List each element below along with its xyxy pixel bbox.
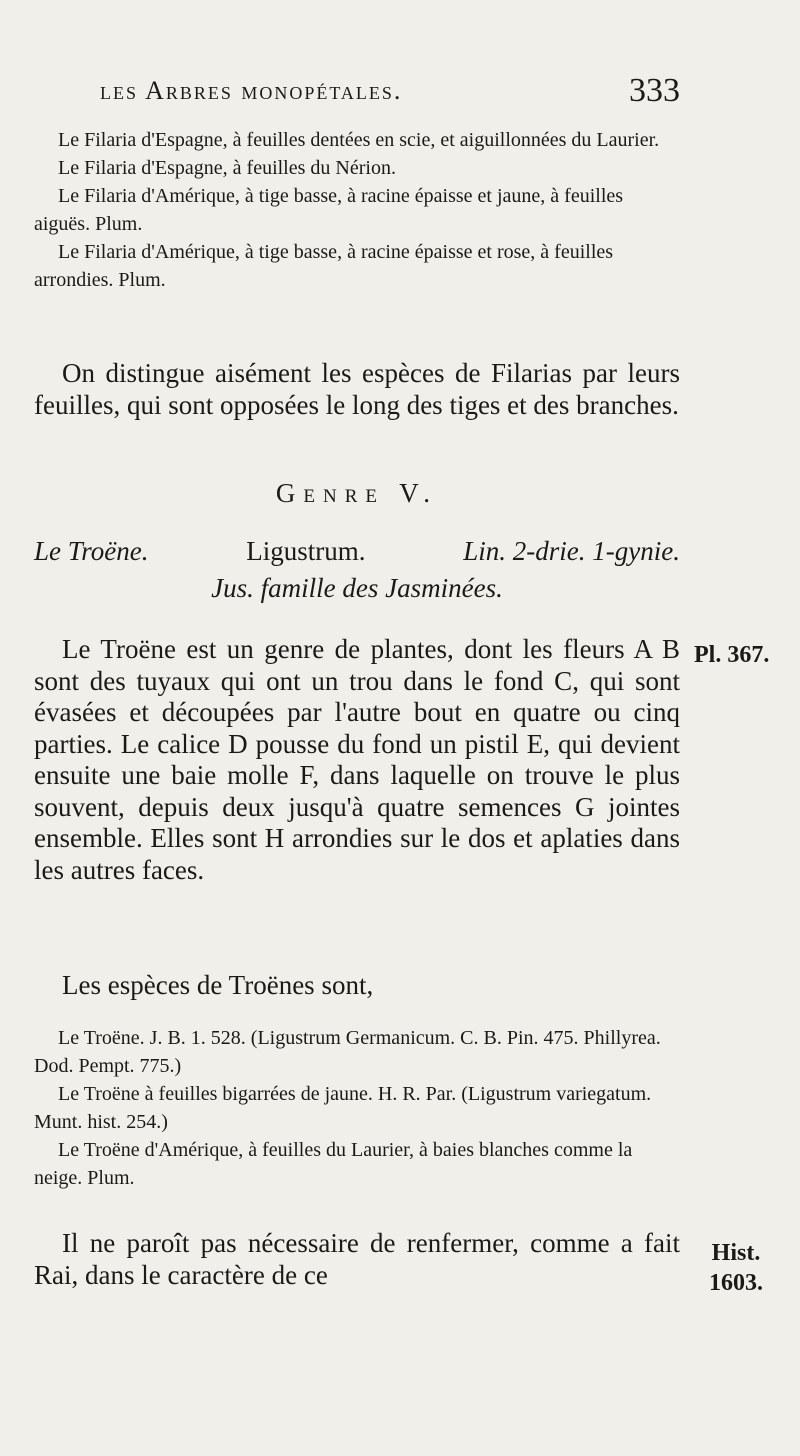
distinguish-paragraph — [34, 358, 680, 421]
species-heading: Les espèces de Troënes sont, — [62, 970, 374, 1000]
genus-family: Jus. famille des Jasminées. — [211, 573, 503, 603]
running-title: les Arbres monopétales. — [100, 76, 403, 105]
species-entry: Le Filaria d'Espagne, à feuilles du Nérion. — [58, 157, 396, 179]
species-entry: Le Filaria d'Amérique, à tige basse, à racine épaisse et jaune, à feuilles aiguës. Plum. — [34, 185, 624, 235]
margin-history-reference: Hist. 1603. — [709, 1240, 763, 1296]
species-entry: Le Filaria d'Amérique, à tige basse, à racine épaisse et rose, à feuilles arrondies. Plum. — [34, 241, 614, 291]
species-entry: Le Troëne. J. B. 1. 528. (Ligustrum Germanicum. C. B. Pin. 475. Phillyrea. Dod. Pempt. 775.) — [34, 1027, 661, 1077]
species-entry: Le Filaria d'Espagne, à feuilles dentées en scie, et aiguillonnées du Laurier. — [58, 129, 660, 151]
species-heading-block — [34, 970, 680, 1002]
page-number: 333 — [629, 72, 680, 109]
margin-plate-reference: Pl. 367. — [694, 642, 770, 668]
troene-species-list — [34, 1024, 680, 1192]
genus-linnaeus-class: Lin. 2-drie. 1-gynie. — [463, 536, 680, 566]
species-entry: Le Troëne à feuilles bigarrées de jaune. H. R. Par. (Ligustrum variegatum. Munt. hist. 254.) — [34, 1083, 652, 1133]
final-text: Il ne paroît pas nécessaire de renfermer, comme a fait Rai, dans le caractère de ce — [34, 1228, 680, 1290]
filaria-species-list — [34, 126, 680, 294]
distinguish-text: On distingue aisément les espèces de Filarias par leurs feuilles, qui sont opposées le long des tiges et des branches. — [34, 358, 680, 420]
description-text: Le Troëne est un genre de plantes, dont les fleurs A B sont des tuyaux qui ont un trou dans le fond C, qui sont évasées et découpées par l'autre bout en quatre ou cinq parties. Le calice D pousse du fond un pistil E, qui devient ensuite une baie molle F, dans laquelle on trouve le plus souvent, depuis deux jusqu'à quatre semences G jointes ensemble. Elles sont H arrondies sur le dos et aplaties dans les autres faces. — [34, 634, 680, 885]
genus-latin-name: Ligustrum. — [246, 536, 366, 566]
genus-line — [34, 536, 680, 567]
description-paragraph — [34, 634, 680, 886]
genus-common-name: Le Troëne. — [34, 536, 149, 566]
genre-heading: Genre V. — [275, 478, 439, 508]
species-entry: Le Troëne d'Amérique, à feuilles du Laurier, à baies blanches comme la neige. Plum. — [34, 1139, 633, 1189]
page-header — [100, 72, 680, 116]
final-paragraph — [34, 1228, 680, 1291]
